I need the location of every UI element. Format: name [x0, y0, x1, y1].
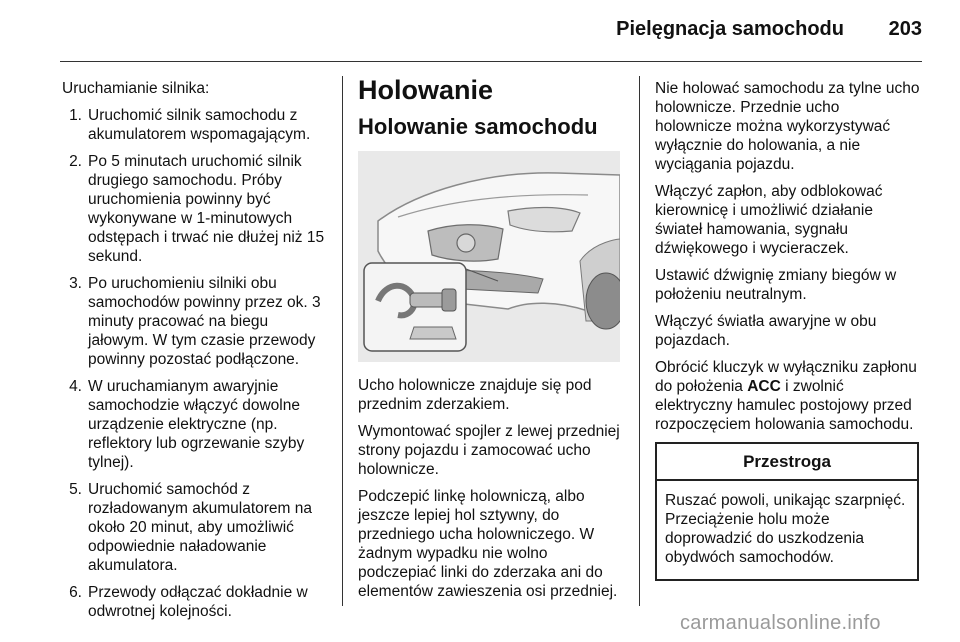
list-item-number: 6. [69, 584, 82, 601]
towing-eye-illustration [358, 151, 620, 362]
paragraph-text: i zwolnić elektryczny hamulec postojowy przed rozpoczęciem holowania samochodu. [655, 378, 914, 433]
caution-text: Ruszać powoli, unikając szarpnięć. Przeciążenie holu może doprowadzić do uszkodzenia obydwóch samochodów. [665, 492, 906, 566]
paragraph: Nie holować samochodu za tylne ucho holownicze. Przednie ucho holownicze można wykorzystywać wyłącznie do holowania, a nie wyciągania pojazdu. [655, 80, 920, 173]
list-item [62, 152, 332, 266]
acc-position-label: ACC [747, 378, 781, 395]
paragraph: Włączyć zapłon, aby odblokować kierownicę i umożliwić działanie świateł hamowania, sygnału dźwiękowego i wycieraczek. [655, 183, 883, 257]
left-column [62, 79, 332, 629]
section-title: Holowanie [358, 75, 494, 105]
watermark: carmanualsonline.info [680, 612, 881, 634]
list-item [62, 583, 332, 621]
intro-text: Uruchamianie silnika: [62, 80, 210, 97]
page-header-title: Pielęgnacja samochodu [616, 18, 844, 40]
caution-box [655, 442, 919, 581]
paragraph: Ucho holownicze znajduje się pod przednim zderzakiem. [358, 377, 592, 413]
paragraph-text: Obrócić kluczyk w wyłączniku zapłonu do położenia [655, 359, 917, 395]
list-item-text: W uruchamianym awaryjnie samochodzie włączyć dowolne urządzenie elektryczne (np. reflektory lub ogrzewanie szyby tylnej). [88, 378, 305, 471]
list-item-number: 4. [69, 378, 82, 395]
list-item [62, 480, 332, 575]
list-item-text: Uruchomić silnik samochodu z akumulatorem wspomagającym. [88, 107, 311, 143]
header-rule [60, 61, 922, 62]
right-column [655, 79, 920, 581]
list-item-number: 3. [69, 275, 82, 292]
list-item-number: 5. [69, 481, 82, 498]
paragraph: Wymontować spojler z lewej przedniej strony pojazdu i zamocować ucho holownicze. [358, 423, 620, 478]
paragraph [655, 358, 920, 434]
column-divider-1 [342, 76, 343, 606]
list-item-text: Po uruchomieniu silniki obu samochodów powinny przez ok. 3 minuty pracować na biegu jałowym. W tym czasie przewody powinny pozostać podłączone. [88, 275, 321, 368]
list-item-text: Przewody odłączać dokładnie w odwrotnej kolejności. [88, 584, 308, 620]
subsection-title: Holowanie samochodu [358, 114, 598, 139]
column-divider-2 [639, 76, 640, 606]
list-item [62, 274, 332, 369]
car-front-image [358, 151, 620, 362]
page-number: 203 [888, 18, 922, 40]
list-item [62, 106, 332, 144]
list-item-text: Po 5 minutach uruchomić silnik drugiego samochodu. Próby uruchomienia powinny być wykonywane w 1-minutowych odstępach i trwać nie dłużej niż 15 sekund. [88, 153, 325, 265]
list-item-number: 2. [69, 153, 82, 170]
list-item [62, 377, 332, 472]
paragraph: Ustawić dźwignię zmiany biegów w położeniu neutralnym. [655, 267, 897, 303]
paragraph: Podczepić linkę holowniczą, albo jeszcze lepiej hol sztywny, do przedniego ucha holowniczego. W żadnym wypadku nie wolno podczepiać linki do zderzaka ani do elementów zawieszenia osi przedniej. [358, 488, 618, 600]
list-item-number: 1. [69, 107, 82, 124]
middle-column [358, 76, 626, 609]
caution-title: Przestroga [657, 444, 917, 481]
steps-list [62, 106, 332, 621]
paragraph: Włączyć światła awaryjne w obu pojazdach. [655, 313, 877, 349]
list-item-text: Uruchomić samochód z rozładowanym akumulatorem na około 20 minut, aby umożliwić odpowiednie naładowanie akumulatora. [88, 481, 312, 574]
